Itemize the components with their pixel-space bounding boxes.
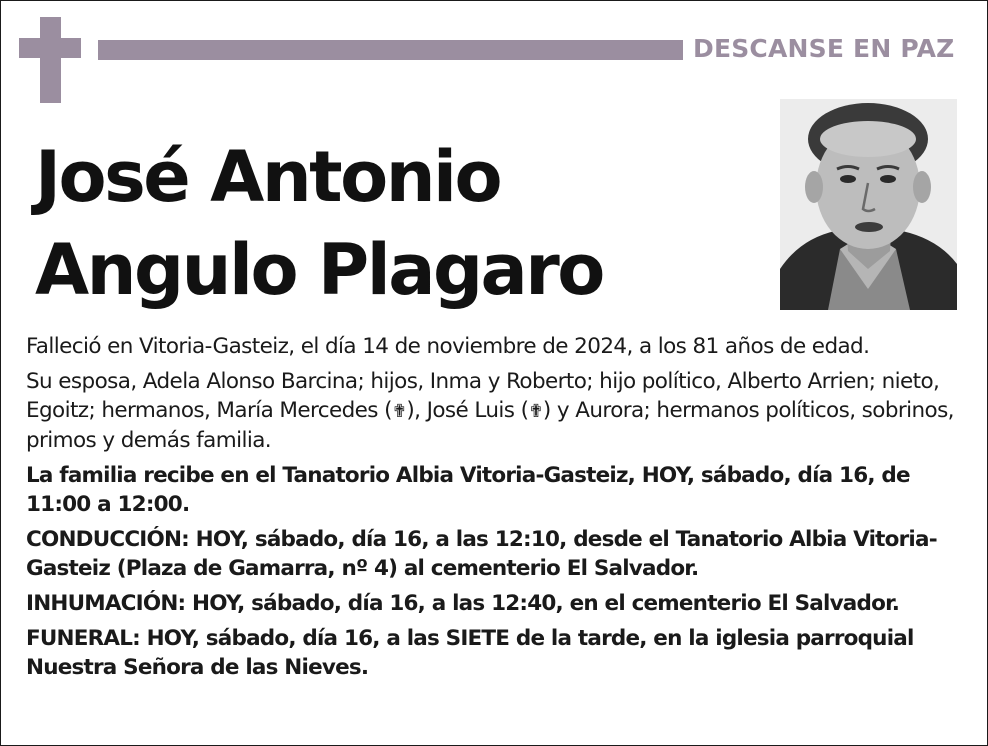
tagline: DESCANSE EN PAZ	[693, 34, 955, 63]
header-rule	[98, 40, 683, 60]
name-line-2: Angulo Plagaro	[35, 229, 603, 311]
family-list: Su esposa, Adela Alonso Barcina; hijos, Inma y Roberto; hijo político, Alberto Arrien; nieto, Egoitz; hermanos, María Mercedes (✟), José Luis (✟) y Aurora; hermanos políticos, sobrinos, primos y demás familia.	[26, 369, 954, 453]
cross-icon-bar	[19, 38, 81, 58]
deceased-cross-icon: ✟	[528, 401, 543, 422]
procession-info: CONDUCCIÓN: HOY, sábado, día 16, a las 12:10, desde el Tanatorio Albia Vitoria-Gasteiz (Plaza de Gamarra, nº 4) al cementerio El Salvador.	[26, 527, 937, 581]
visitation-info: La familia recibe en el Tanatorio Albia Vitoria-Gasteiz, HOY, sábado, día 16, de 11:00 a 12:00.	[26, 463, 910, 517]
death-announcement: Falleció en Vitoria-Gasteiz, el día 14 de noviembre de 2024, a los 81 años de edad.	[26, 334, 870, 359]
funeral-info: FUNERAL: HOY, sábado, día 16, a las SIETE de la tarde, en la iglesia parroquial Nuestra Señora de las Nieves.	[26, 626, 914, 680]
deceased-name	[35, 131, 603, 317]
burial-info: INHUMACIÓN: HOY, sábado, día 16, a las 12:40, en el cementerio El Salvador.	[26, 591, 900, 616]
name-line-1: José Antonio	[35, 136, 501, 218]
notice-body	[26, 332, 971, 688]
cross-icon	[40, 17, 61, 103]
portrait-photo	[780, 99, 957, 310]
deceased-cross-icon: ✟	[391, 401, 407, 422]
